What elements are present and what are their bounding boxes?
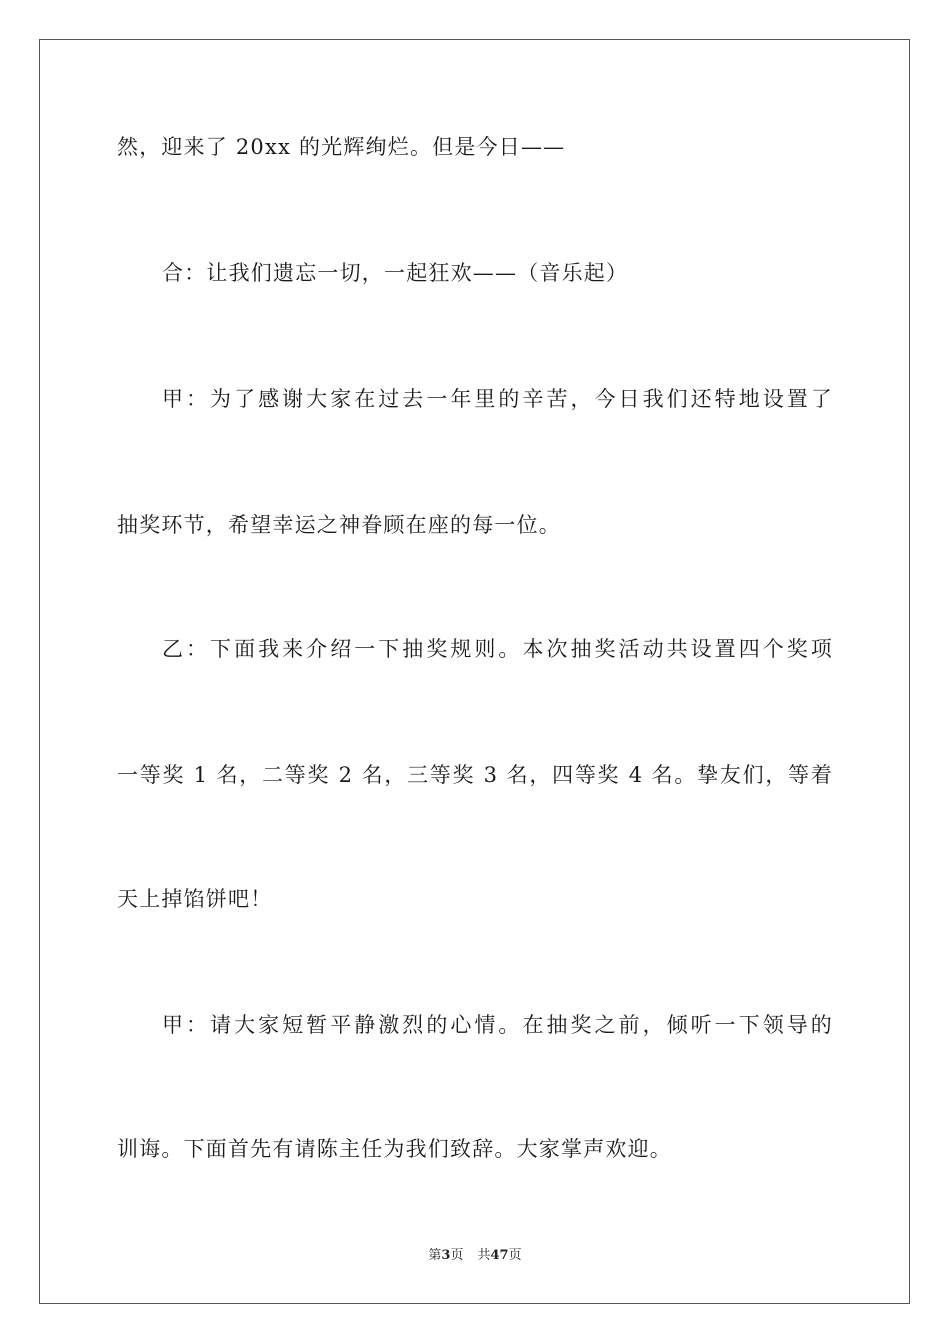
total-pages: 47 <box>490 1248 509 1263</box>
page-suffix: 页 <box>450 1248 464 1263</box>
page-prefix: 第 <box>428 1248 442 1263</box>
text-line-9: 训诲。下面首先有请陈主任为我们致辞。大家掌声欢迎。 <box>117 1137 672 1161</box>
text-line-5: 乙：下面我来介绍一下抽奖规则。本次抽奖活动共设置四个奖项 <box>162 637 833 661</box>
total-suffix: 页 <box>508 1248 522 1263</box>
text-line-4: 抽奖环节，希望幸运之神眷顾在座的每一位。 <box>117 513 561 537</box>
text-line-6: 一等奖 1 名，二等奖 2 名，三等奖 3 名，四等奖 4 名。挚友们，等着 <box>117 763 833 787</box>
page-number: 3 <box>441 1248 451 1263</box>
page-border <box>39 39 910 1304</box>
text-line-7: 天上掉馅饼吧！ <box>117 887 273 911</box>
text-line-2: 合：让我们遗忘一切，一起狂欢——（音乐起） <box>162 261 629 285</box>
total-prefix: 共 <box>477 1248 491 1263</box>
text-line-1: 然，迎来了 20xx 的光辉绚烂。但是今日—— <box>117 135 566 159</box>
text-line-8: 甲：请大家短暂平静激烈的心情。在抽奖之前，倾听一下领导的 <box>162 1013 833 1037</box>
page-footer <box>0 1248 950 1264</box>
text-line-3: 甲：为了感谢大家在过去一年里的辛苦，今日我们还特地设置了 <box>162 387 833 411</box>
